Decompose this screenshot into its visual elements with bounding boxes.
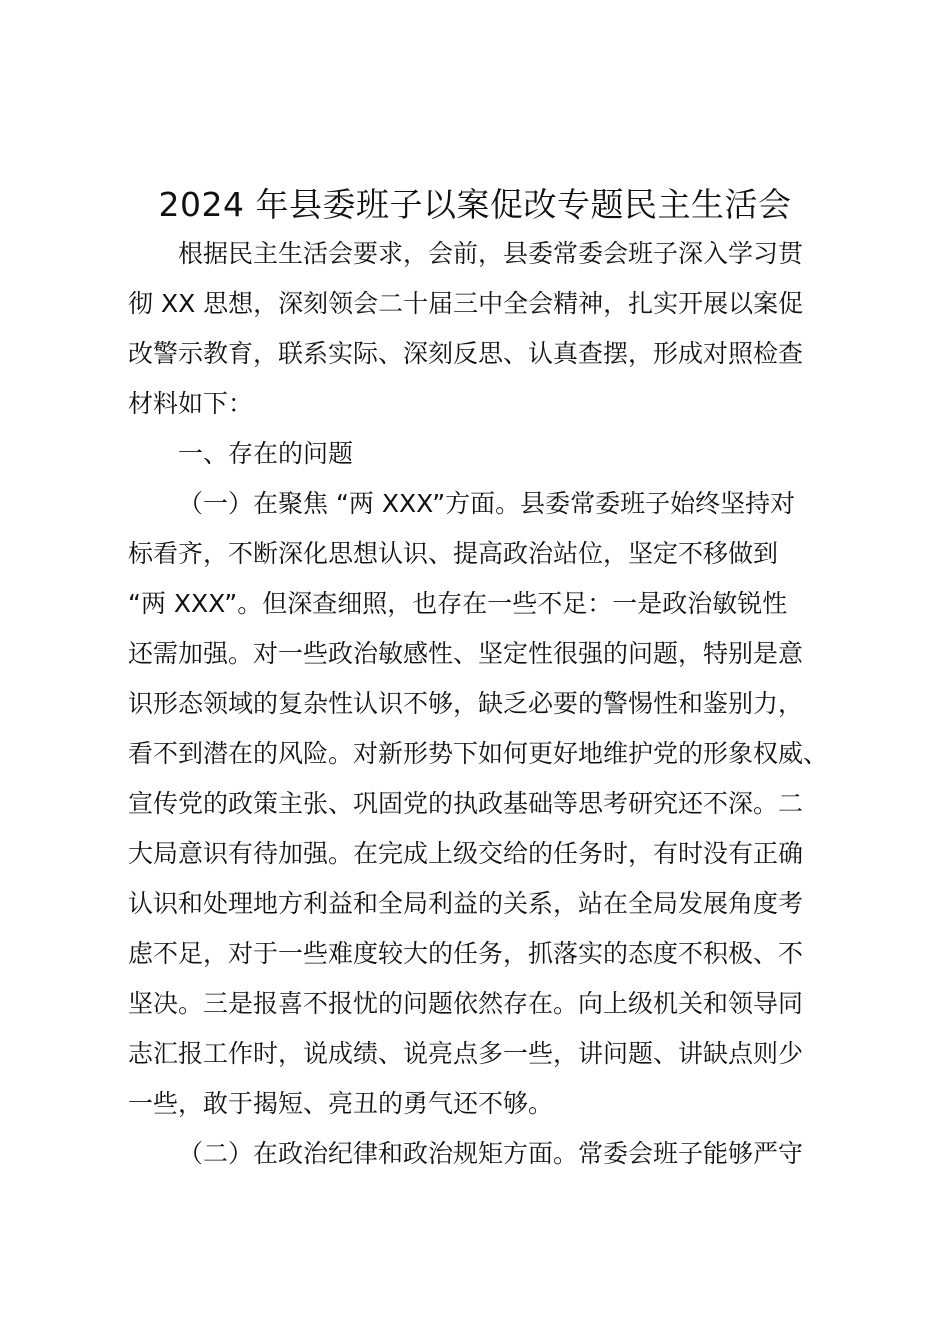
paragraph-line: 材料如下： <box>128 389 254 418</box>
paragraph-line: 大局意识有待加强。在完成上级交给的任务时，有时没有正确 <box>128 839 804 868</box>
paragraph-line: 改警示教育，联系实际、深刻反思、认真查摆，形成对照检查 <box>128 339 804 368</box>
section-heading: 一、存在的问题 <box>178 439 354 468</box>
paragraph-line: 宣传党的政策主张、巩固党的执政基础等思考研究还不深。二 <box>128 789 804 818</box>
paragraph-line: 志汇报工作时，说成绩、说亮点多一些，讲问题、讲缺点则少 <box>128 1039 804 1068</box>
paragraph-line: 看不到潜在的风险。对新形势下如何更好地维护党的形象权威、 <box>128 739 829 768</box>
paragraph-line: 标看齐，不断深化思想认识、提高政治站位，坚定不移做到 <box>128 539 779 568</box>
paragraph-line: （一）在聚焦 “两 XXX”方面。县委常委班子始终坚持对 <box>178 489 796 518</box>
paragraph-line: 还需加强。对一些政治敏感性、坚定性很强的问题，特别是意 <box>128 639 804 668</box>
paragraph-line: 虑不足，对于一些难度较大的任务，抓落实的态度不积极、不 <box>128 939 804 968</box>
paragraph-line: 根据民主生活会要求，会前，县委常委会班子深入学习贯 <box>178 239 804 268</box>
paragraph-line: 认识和处理地方利益和全局利益的关系，站在全局发展角度考 <box>128 889 804 918</box>
paragraph-line: 一些，敢于揭短、亮丑的勇气还不够。 <box>128 1089 554 1118</box>
paragraph-line: 彻 XX 思想，深刻领会二十届三中全会精神，扎实开展以案促 <box>128 289 804 318</box>
document-title: 2024 年县委班子以案促改专题民主生活会 <box>158 185 792 224</box>
paragraph-line: “两 XXX”。但深查细照，也存在一些不足：一是政治敏锐性 <box>128 589 788 618</box>
paragraph-line: （二）在政治纪律和政治规矩方面。常委会班子能够严守 <box>178 1139 804 1168</box>
paragraph-line: 识形态领域的复杂性认识不够，缺乏必要的警惕性和鉴别力， <box>128 689 804 718</box>
paragraph-line: 坚决。三是报喜不报忧的问题依然存在。向上级机关和领导同 <box>128 989 804 1018</box>
